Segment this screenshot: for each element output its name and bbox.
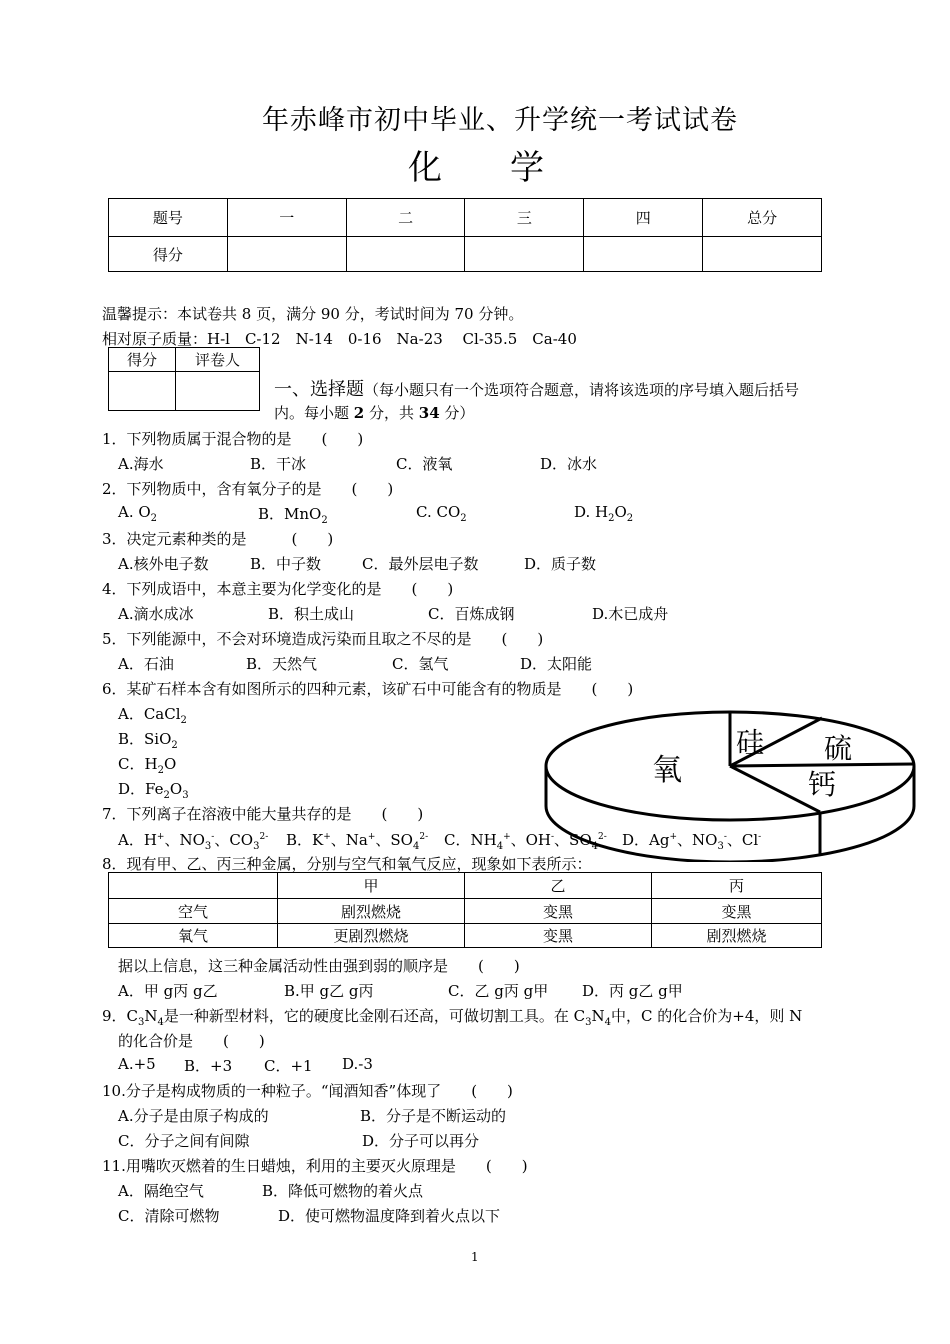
desc-text: 分，共 (364, 404, 419, 422)
q9-option-b[interactable]: B．+3 (184, 1057, 233, 1075)
subject-title: 化 学 (408, 148, 544, 188)
q10-option-d[interactable]: D．分子可以再分 (362, 1132, 480, 1150)
score-row-label: 得分 (109, 237, 228, 272)
q1-option-d[interactable]: D．冰水 (540, 455, 598, 473)
q4-option-a[interactable]: A.滴水成冰 (118, 605, 194, 623)
q7-option-a[interactable]: A．H+、$NO_3^-$、$CO_3^{2-}$ (118, 831, 269, 852)
q10-option-b[interactable]: B．分子是不断运动的 (360, 1107, 507, 1125)
q3-option-c[interactable]: C．最外层电子数 (362, 555, 479, 573)
q9-option-d[interactable]: D.-3 (342, 1055, 373, 1073)
q4-option-b[interactable]: B．积土成山 (268, 605, 355, 623)
q1-stem: 1．下列物质属于混合物的是 ( ) (102, 430, 364, 448)
q4-option-c[interactable]: C．百炼成钢 (428, 605, 515, 623)
score-header-cell: 题号 (109, 199, 228, 237)
q8-table-cell: 剧烈燃烧 (652, 924, 822, 948)
tip-line-1: 温馨提示：本试卷共 8 页，满分 90 分，考试时间为 70 分钟。 (102, 305, 524, 323)
section-1-title: 一、选择题 (274, 379, 364, 400)
score-header-cell: 二 (346, 199, 465, 237)
q8-table-cell: 剧烈燃烧 (278, 899, 465, 924)
q3-option-d[interactable]: D．质子数 (524, 555, 597, 573)
q7-option-d[interactable]: D．Ag+、$NO_3^-$、Cl- (622, 831, 762, 852)
q2-option-a[interactable]: A. $O_2$ (118, 503, 158, 524)
exam-title: 年赤峰市初中毕业、升学统一考试试卷 (262, 105, 738, 136)
q9-stem-line-2: 的化合价是 ( ) (118, 1032, 265, 1050)
q5-option-a[interactable]: A．石油 (118, 655, 174, 673)
q8-option-d[interactable]: D．丙 g乙 g甲 (582, 982, 683, 1000)
desc-text: 内。每小题 (274, 404, 354, 422)
q11-stem: 11.用嘴吹灭燃着的生日蜡烛，利用的主要灭火原理是 ( ) (102, 1157, 528, 1175)
q5-option-b[interactable]: B．天然气 (246, 655, 318, 673)
q8-table-cell: 空气 (109, 899, 278, 924)
score-input-cell[interactable] (346, 237, 465, 272)
q2-stem: 2．下列物质中，含有氧分子的是 ( ) (102, 480, 394, 498)
q8-option-c[interactable]: C．乙 g丙 g甲 (448, 982, 549, 1000)
q8-table-cell: 变黑 (652, 899, 822, 924)
q10-option-c[interactable]: C．分子之间有间隙 (118, 1132, 250, 1150)
q10-option-a[interactable]: A.分子是由原子构成的 (118, 1107, 269, 1125)
q5-option-d[interactable]: D．太阳能 (520, 655, 593, 673)
q8-table-header: 乙 (465, 873, 652, 899)
desc-points: 2 (353, 404, 365, 422)
q8-table-cell: 氧气 (109, 924, 278, 948)
tip-line-2: 相对原子质量：H-l C-12 N-14 0-16 Na-23 Cl-35.5 Ca-40 (102, 330, 577, 348)
q8-table-cell: 变黑 (465, 924, 652, 948)
q3-option-b[interactable]: B．中子数 (250, 555, 322, 573)
q9-stem: 9．$C_3N_4$是一种新型材料，它的硬度比金刚石还高，可做切割工具。在 $C_3N_4$中，C 的化合价为+4，则 N (102, 1007, 803, 1028)
grader-box (108, 347, 260, 411)
q1-option-b[interactable]: B．干冰 (250, 455, 307, 473)
score-header-cell: 三 (465, 199, 584, 237)
score-input-cell[interactable] (584, 237, 703, 272)
score-header-cell: 总分 (703, 199, 822, 237)
section-1-heading (274, 375, 799, 401)
q8-table-cell: 变黑 (465, 899, 652, 924)
q8-follow: 据以上信息，这三种金属活动性由强到弱的顺序是 ( ) (118, 957, 520, 975)
q8-table-cell: 更剧烈燃烧 (278, 924, 465, 948)
grader-score-label: 得分 (109, 348, 176, 372)
q8-table-header (109, 873, 278, 899)
q2-option-b[interactable]: B．MnO$_2$ (258, 505, 328, 526)
q7-option-b[interactable]: B．K+、Na+、$SO_4^{2-}$ (286, 831, 429, 852)
q6-stem: 6．某矿石样本含有如图所示的四种元素，该矿石中可能含有的物质是 ( ) (102, 680, 634, 698)
q6-option-c[interactable]: C．$H_2O$ (118, 755, 177, 776)
grader-name-cell[interactable] (176, 372, 260, 411)
score-input-cell[interactable] (227, 237, 346, 272)
score-input-cell[interactable] (703, 237, 822, 272)
q9-option-c[interactable]: C．+1 (264, 1057, 313, 1075)
q8-table (108, 872, 822, 948)
q7-option-c[interactable]: C．$NH_4^+$、OH-、$SO_4^{2-}$ (444, 831, 607, 852)
page-number: 1 (471, 1250, 479, 1264)
pie-divider (730, 764, 914, 766)
q2-option-c[interactable]: C. $CO_2$ (416, 503, 467, 524)
score-header-cell: 四 (584, 199, 703, 237)
q11-option-b[interactable]: B．降低可燃物的着火点 (262, 1182, 424, 1200)
score-input-cell[interactable] (465, 237, 584, 272)
pie-label-sulfur: 硫 (824, 732, 853, 765)
q3-stem: 3．决定元素种类的是 ( ) (102, 530, 334, 548)
pie-label-oxygen: 氧 (652, 753, 682, 788)
q3-option-a[interactable]: A.核外电子数 (118, 555, 209, 573)
q5-option-c[interactable]: C．氢气 (392, 655, 449, 673)
q8-stem: 8．现有甲、乙、丙三种金属，分别与空气和氧气反应，现象如下表所示： (102, 855, 592, 873)
grader-name-label: 评卷人 (176, 348, 260, 372)
q1-option-a[interactable]: A.海水 (118, 455, 164, 473)
q1-option-c[interactable]: C．液氧 (396, 455, 453, 473)
q10-stem: 10.分子是构成物质的一种粒子。“闻酒知香”体现了 ( ) (102, 1082, 513, 1100)
section-1-desc: （每小题只有一个选项符合题意，请将该选项的序号填入题后括号 (364, 381, 800, 399)
score-header-cell: 一 (227, 199, 346, 237)
q6-option-b[interactable]: B．SiO$_2$ (118, 730, 178, 751)
grader-score-cell[interactable] (109, 372, 176, 411)
q5-stem: 5．下列能源中，不会对环境造成污染而且取之不尽的是 ( ) (102, 630, 544, 648)
q8-option-b[interactable]: B.甲 g乙 g丙 (284, 982, 374, 1000)
q8-option-a[interactable]: A．甲 g丙 g乙 (118, 982, 218, 1000)
q2-option-d[interactable]: D. $H_2O_2$ (574, 503, 634, 524)
q9-option-a[interactable]: A.+5 (118, 1055, 156, 1073)
q11-option-d[interactable]: D．使可燃物温度降到着火点以下 (278, 1207, 501, 1225)
q7-stem: 7．下列离子在溶液中能大量共存的是 ( ) (102, 805, 424, 823)
pie-label-silicon: 硅 (736, 726, 765, 759)
q6-option-a[interactable]: A．CaCl$_2$ (118, 705, 187, 726)
section-1-desc-2 (274, 402, 474, 423)
score-table (108, 198, 822, 272)
q4-stem: 4．下列成语中，本意主要为化学变化的是 ( ) (102, 580, 454, 598)
q8-table-header: 丙 (652, 873, 822, 899)
q8-table-header: 甲 (278, 873, 465, 899)
desc-text: 分） (439, 404, 475, 422)
q4-option-d[interactable]: D.木已成舟 (592, 605, 669, 623)
pie-label-calcium: 钙 (808, 768, 837, 801)
q11-option-c[interactable]: C．清除可燃物 (118, 1207, 220, 1225)
q6-option-d[interactable]: D．$Fe_2O_3$ (118, 780, 189, 801)
desc-total: 34 (418, 404, 440, 422)
q11-option-a[interactable]: A．隔绝空气 (118, 1182, 204, 1200)
